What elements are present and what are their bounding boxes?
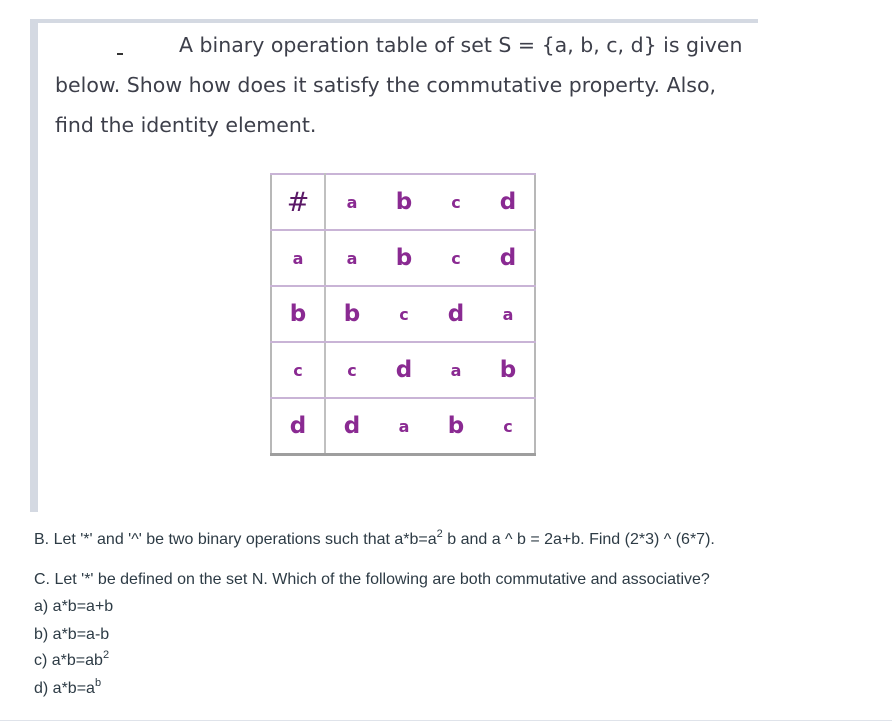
table-header-cell: # <box>271 174 325 230</box>
option-c <box>34 649 110 670</box>
table-cell: d <box>430 286 482 342</box>
table-cell: a <box>378 398 430 455</box>
table-cell: c <box>430 230 482 286</box>
table-cell: c <box>271 342 325 398</box>
table-header-cell: a <box>325 174 378 230</box>
table-header-cell: d <box>482 174 535 230</box>
table-cell: b <box>271 286 325 342</box>
option-d-text: d) a*b=a <box>34 680 95 697</box>
table-cell: b <box>430 398 482 455</box>
table-header-cell: c <box>430 174 482 230</box>
question-c: C. Let '*' be defined on the set N. Which of the following are both commutative and associative? <box>34 571 710 588</box>
table-cell: c <box>325 342 378 398</box>
table-row <box>271 398 535 455</box>
bottom-divider <box>0 720 892 721</box>
option-c-text: c) a*b=ab <box>34 652 103 669</box>
table-cell: d <box>378 342 430 398</box>
question-line-1: A binary operation table of set S = {a, b, c, d} is given <box>179 33 743 57</box>
operation-table <box>270 173 536 456</box>
option-d-exponent: b <box>94 677 102 689</box>
question-line-2: below. Show how does it satisfy the commutative property. Also, <box>55 73 717 97</box>
table-cell: d <box>271 398 325 455</box>
table-header-cell: b <box>378 174 430 230</box>
table-row <box>271 230 535 286</box>
option-a: a) a*b=a+b <box>34 598 114 615</box>
table-cell: c <box>482 398 535 455</box>
table-cell: a <box>482 286 535 342</box>
table-cell: a <box>430 342 482 398</box>
table-cell: a <box>325 230 378 286</box>
table-row <box>271 342 535 398</box>
table-cell: d <box>482 230 535 286</box>
left-border <box>30 19 38 512</box>
table-row <box>271 286 535 342</box>
option-b: b) a*b=a-b <box>34 626 110 643</box>
table-cell: b <box>378 230 430 286</box>
table-cell: d <box>325 398 378 455</box>
table-cell: a <box>271 230 325 286</box>
option-c-exponent: 2 <box>102 649 110 661</box>
top-border <box>30 19 758 23</box>
question-b <box>34 528 715 549</box>
table-header-row <box>271 174 535 230</box>
table-cell: b <box>325 286 378 342</box>
table-cell: c <box>378 286 430 342</box>
question-line-3: find the identity element. <box>55 113 317 137</box>
question-b-text-end: b and a ^ b = 2a+b. Find (2*3) ^ (6*7). <box>442 531 715 548</box>
question-b-text: B. Let '*' and '^' be two binary operations such that a*b=a <box>34 531 437 548</box>
bullet-mark <box>117 53 123 55</box>
table-cell: b <box>482 342 535 398</box>
option-d <box>34 677 102 698</box>
question-b-exponent: 2 <box>436 528 443 540</box>
